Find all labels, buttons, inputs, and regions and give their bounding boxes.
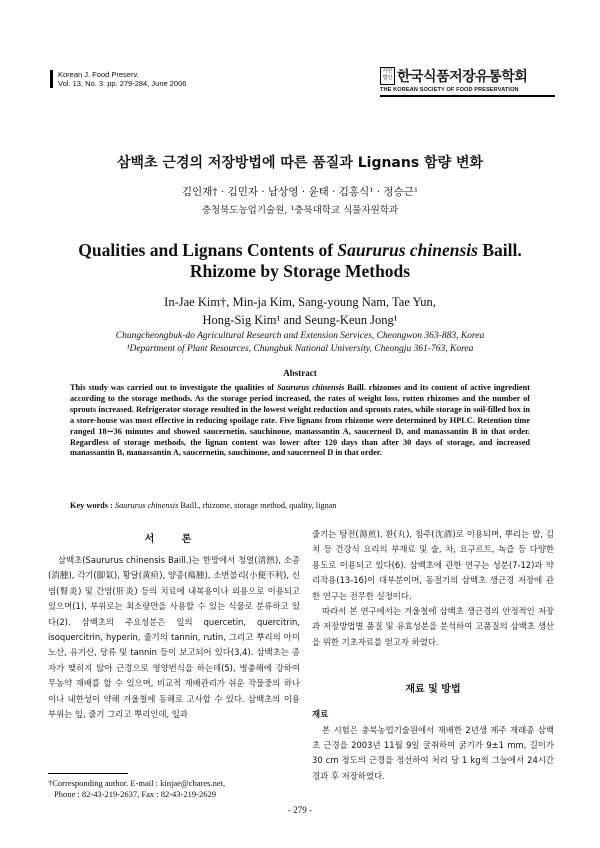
footnote-line1: †Corresponding author. E-mail : kinjae@cbares.net, bbox=[48, 778, 226, 788]
intro-paragraph-3: 따라서 본 연구에서는 겨울철에 삼백초 생근경의 안정적인 저장과 저장방법별 품질 및 유효성분을 분석하여 고품질의 삼백초 생산을 위한 기초자료를 얻고자 하였다. bbox=[312, 606, 554, 647]
header-rule bbox=[380, 95, 555, 97]
society-name-ko: 한국식품저장유통학회 bbox=[397, 69, 528, 85]
right-column bbox=[312, 527, 554, 784]
title-en-post: Baill. bbox=[477, 240, 522, 260]
keywords-species: Saururus chinensis bbox=[114, 501, 179, 510]
abstract-heading: Abstract bbox=[283, 368, 317, 378]
footnote bbox=[48, 778, 298, 800]
title-en-species: Saururus chinensis bbox=[337, 240, 478, 260]
society-logo-icon: 사단법인 bbox=[380, 67, 395, 85]
authors-en-line2: Hong-Sig Kim¹ and Seung-Keun Jong¹ bbox=[202, 313, 398, 327]
title-korean: 삼백초 근경의 저장방법에 따른 품질과 Lignans 함량 변화 bbox=[116, 155, 484, 171]
affil-en-line1: Chungcheongbuk-do Agricultural Research and Extension Services, Cheongwon 363-883, Korea bbox=[115, 331, 485, 341]
authors-korean: 김인재† · 김민자 · 남상영 · 윤태 · 김홍식¹ · 정승근¹ bbox=[181, 186, 419, 198]
abstract-post: Baill. rhizomes and its content of active ingredient according to the storage methods. As the storage period increased, the rates of weight loss, rotten rhizomes and the number of sprouts increased. Refrigerator storage resulted in the lowest weight reduction and sprouts rates, while storage in soil-filled box in a store-house was most effective in reducing spoilage rate. Five lignans from rhizome were determined by HPLC. Retention time ranged 18∼36 minutes and showed saucernetin, sauchinone, manassantin A, saucerneol D, and manassantin B in that order. Regardless of storage methods, the lignan content was lower after 120 days than after 30 days of storage, and increased manassantin B, manassantin A, saucernetin, sauchinone, and saucerneol D in that order. bbox=[70, 383, 530, 458]
society-header bbox=[380, 66, 555, 97]
abstract-species: Saururus chinensis bbox=[276, 383, 345, 392]
methods-body bbox=[312, 707, 554, 784]
authors-en-line1: In-Jae Kim†, Min-ja Kim, Sang-young Nam, Tae Yun, bbox=[164, 295, 436, 309]
journal-citation bbox=[50, 70, 288, 88]
footnote-line2: Phone : 82-43-219-2637, Fax : 82-43-219-2629 bbox=[54, 789, 216, 799]
methods-heading: 재료 및 방법 bbox=[405, 684, 461, 696]
keywords bbox=[70, 501, 530, 510]
left-column bbox=[48, 530, 300, 722]
intro-body bbox=[48, 553, 300, 722]
title-en-line2: Rhizome by Storage Methods bbox=[189, 261, 411, 281]
title-en-pre: Qualities and Lignans Contents of bbox=[78, 240, 338, 260]
intro-heading: 서 론 bbox=[144, 534, 204, 545]
page-number: - 279 - bbox=[288, 805, 312, 815]
journal-volume: Vol. 13, No. 3. pp. 279-284, June 2006 bbox=[58, 79, 187, 88]
materials-subheading: 재료 bbox=[312, 709, 329, 720]
affiliation-korean: 충청북도농업기술원, ¹충북대학교 식물자원학과 bbox=[201, 205, 399, 216]
intro-continued bbox=[312, 527, 554, 650]
affiliation-english bbox=[0, 330, 600, 356]
abstract-pre: This study was carried out to investigate the qualities of bbox=[70, 383, 277, 392]
authors-english bbox=[0, 293, 600, 329]
affil-en-line2: ¹Department of Plant Resources, Chungbuk National University, Cheongju 361-763, Korea bbox=[126, 344, 474, 354]
footnote-rule bbox=[48, 773, 128, 774]
abstract-body bbox=[70, 383, 530, 459]
intro-paragraph-2: 줄기는 탕전(湯煎), 환(丸), 침주(沈酒)로 이용되며, 뿌리는 밥, 김치 등 건강식 요리의 부재료 및 술, 차, 요구르트, 녹즙 등 다양한 용도로 이용되고 있다(6). 삼백초에 관한 연구는 성분(7-12)과 약리작용(13-16)이 대부분이며, 동절기의 삼백초 생근경 저장에 관한 연구는 전무한 실정이다. bbox=[312, 529, 554, 601]
keywords-rest: Baill., rhizome, storage method, quality, lignan bbox=[178, 501, 337, 510]
title-english bbox=[0, 240, 600, 282]
intro-paragraph-1: 삼백초(Saururus chinensis Baill.)는 한방에서 청열(淸熱), 소종(消腫), 각기(脚氣), 황달(黃疸), 양종(瘍腫), 소변불리(小便不利), 신염(腎炎) 및 간염(肝炎) 등의 치료에 내복용이나 외용으로 이용되고 있으며(1), 부위로는 최소량만을 사용할 수 있는 식물로 분류하고 있다(2). 삼백초의 주요성분은 잎의 quercetin, quercitrin, isoquercitrin, hyperin, 줄기의 tannin, rutin, 그리고 뿌리의 아미노산, 유기산, 당류 및 tannin 등이 보고되어 있다(3,4). 삼백초는 종자가 맺히지 않아 근경으로 영양번식을 하는데(5), 병충해에 강하여 무농약 재배를 할 수 있으며, 비교적 재배관리가 쉬운 작물중의 하나이나 내한성이 약해 겨울철에 동해로 고사할 수 있다. 삼백초의 이용부위는 잎, 줄기 그리고 뿌리인데, 잎과 bbox=[48, 555, 300, 720]
methods-paragraph-1: 본 시험은 충북농업기술원에서 재배한 2년생 제주 재래종 삼백초 근경을 2003년 11월 9일 굴취하여 굵기가 9±1 mm, 길이가 30 cm 정도의 근경을 정선하여 처리 당 1 kg씩 그늘에서 24시간 경과 후 저장하였다. bbox=[312, 724, 554, 781]
keywords-label: Key words : bbox=[70, 501, 115, 510]
journal-name: Korean J. Food Preserv. bbox=[58, 70, 139, 79]
society-name-en: THE KOREAN SOCIETY OF FOOD PRESERVATION bbox=[380, 87, 519, 93]
